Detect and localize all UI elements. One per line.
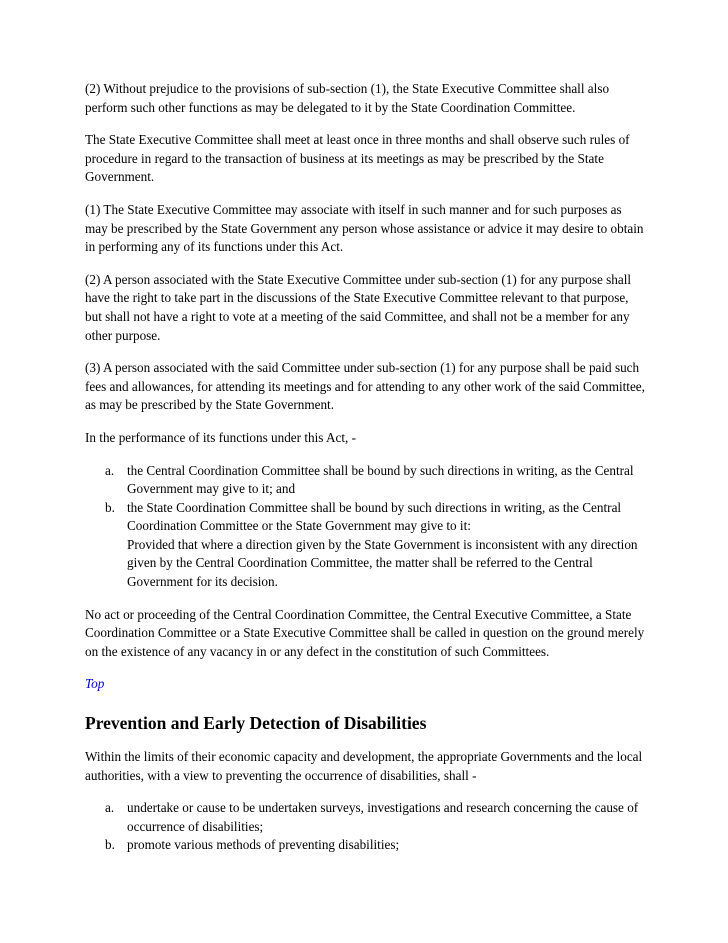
paragraph-section-intro: Within the limits of their economic capacity and development, the appropriate Governments and the local authorities, with a view to preventing the occurrence of disabilities, shall - <box>85 749 643 783</box>
directions-list <box>85 462 647 592</box>
section-heading: Prevention and Early Detection of Disabilities <box>85 713 427 734</box>
paragraph-validity: No act or proceeding of the Central Coordination Committee, the Central Executive Committee, a State Coordination Committee or a State Executive Committee shall be called in question on the ground merely on the existence of any vacancy in or any defect in the constitution of such Committees. <box>85 606 645 659</box>
list-item <box>85 462 647 499</box>
list-item <box>85 499 647 592</box>
list-marker: b. <box>105 499 115 515</box>
list-item <box>85 836 647 855</box>
list-item-text: undertake or cause to be undertaken surveys, investigations and research concerning the cause of occurrence of disabilities; <box>127 800 639 834</box>
paragraph-discussion-rights: (2) A person associated with the State Executive Committee under sub-section (1) for any purpose shall have the right to take part in the discussions of the State Executive Committee relevant to that purpose, but shall not have a right to vote at a meeting of the said Committee, and shall not be a member for any other purpose. <box>85 271 632 343</box>
list-marker: a. <box>105 800 115 816</box>
list-item-text: the Central Coordination Committee shall be bound by such directions in writing, as the Central Government may give to it; and <box>127 462 634 497</box>
paragraph-delegated-functions: (2) Without prejudice to the provisions of sub-section (1), the State Executive Committee shall also perform such other functions as may be delegated to it by the State Coordination Committee. <box>85 81 610 115</box>
paragraph-associate-persons: (1) The State Executive Committee may associate with itself in such manner and for such purposes as may be prescribed by the State Government any person whose assistance or advice it may desire to obtain in performing any of its functions under this Act. <box>85 201 644 255</box>
prevention-list <box>85 799 647 855</box>
list-marker: b. <box>105 837 115 853</box>
list-item <box>85 799 647 836</box>
paragraph-fees-allowances: (3) A person associated with the said Committee under sub-section (1) for any purpose shall be paid such fees and allowances, for attending its meetings and for attending to any other work of the said Committee, as may be prescribed by the State Government. <box>85 360 645 413</box>
list-item-proviso: Provided that where a direction given by the State Government is inconsistent with any direction given by the Central Coordination Committee, the matter shall be referred to the Central Government for its decision. <box>127 536 638 590</box>
paragraph-performance-intro: In the performance of its functions under this Act, - <box>85 429 356 445</box>
paragraph-meetings: The State Executive Committee shall meet at least once in three months and shall observe such rules of procedure in regard to the transaction of business at its meetings as may be prescribed by the State Government. <box>85 132 630 185</box>
list-item-text: the State Coordination Committee shall be bound by such directions in writing, as the Central Coordination Committee or the State Government may give to it: <box>127 499 622 534</box>
list-marker: a. <box>105 462 115 478</box>
top-link[interactable]: Top <box>85 676 105 692</box>
document-page <box>85 80 647 869</box>
list-item-text: promote various methods of preventing disabilities; <box>127 837 400 853</box>
